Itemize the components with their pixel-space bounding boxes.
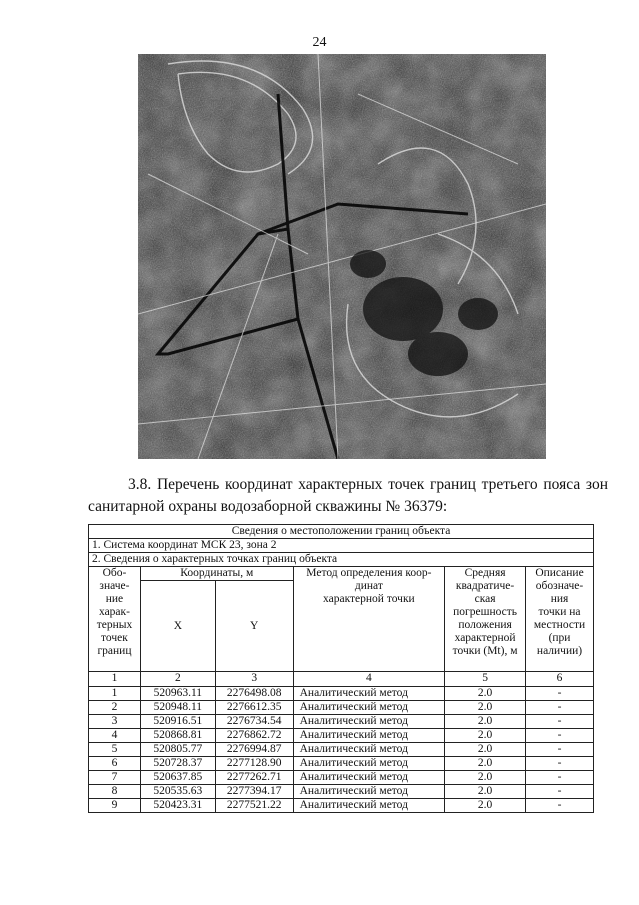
- heading-line-1: 3.8. Перечень координат характерных точек границ третьего пояса зон: [128, 476, 608, 493]
- mt-error: 2.0: [445, 743, 526, 757]
- mt-error: 2.0: [445, 799, 526, 813]
- coord-x: 520916.51: [140, 715, 215, 729]
- method: Аналитический метод: [293, 799, 444, 813]
- header-y: Y: [215, 581, 293, 672]
- coordinates-table: [88, 524, 594, 813]
- coord-x: 520963.11: [140, 687, 215, 701]
- mt-error: 2.0: [445, 771, 526, 785]
- column-numbers-row: [89, 672, 594, 687]
- coord-x: 520535.63: [140, 785, 215, 799]
- coord-x: 520637.85: [140, 771, 215, 785]
- description: -: [526, 729, 594, 743]
- mt-error: 2.0: [445, 729, 526, 743]
- coord-y: 2277394.17: [215, 785, 293, 799]
- coordinate-system: 1. Система координат МСК 23, зона 2: [89, 539, 594, 553]
- point-number: 9: [89, 799, 141, 813]
- point-number: 4: [89, 729, 141, 743]
- point-number: 3: [89, 715, 141, 729]
- coord-x: 520423.31: [140, 799, 215, 813]
- mt-error: 2.0: [445, 701, 526, 715]
- table-title: Сведения о местоположении границ объекта: [89, 525, 594, 539]
- method: Аналитический метод: [293, 757, 444, 771]
- header-x: X: [140, 581, 215, 672]
- aerial-map-image: [138, 54, 546, 459]
- header-point-label: Обо- значе- ние харак- терных точек границ: [89, 567, 141, 672]
- header-description: Описание обозначе- ния точки на местности (при наличии): [526, 567, 594, 672]
- method: Аналитический метод: [293, 785, 444, 799]
- mt-error: 2.0: [445, 785, 526, 799]
- header-error: Средняя квадратиче- ская погрешность положения характерной точки (Mt), м: [445, 567, 526, 672]
- col-number: 1: [89, 672, 141, 687]
- method: Аналитический метод: [293, 729, 444, 743]
- coord-x: 520805.77: [140, 743, 215, 757]
- table-row: [89, 701, 594, 715]
- page-number: 24: [312, 35, 327, 50]
- coord-x: 520728.37: [140, 757, 215, 771]
- table-row: [89, 687, 594, 701]
- aerial-photo-map-icon: [138, 54, 546, 459]
- description: -: [526, 701, 594, 715]
- coord-y: 2276498.08: [215, 687, 293, 701]
- table-row: [89, 799, 594, 813]
- method: Аналитический метод: [293, 743, 444, 757]
- mt-error: 2.0: [445, 687, 526, 701]
- method: Аналитический метод: [293, 771, 444, 785]
- coord-x: 520868.81: [140, 729, 215, 743]
- point-number: 2: [89, 701, 141, 715]
- col-number: 6: [526, 672, 594, 687]
- method: Аналитический метод: [293, 715, 444, 729]
- description: -: [526, 687, 594, 701]
- heading-line-2: санитарной охраны водозаборной скважины № 36379:: [88, 498, 448, 515]
- table-row: [89, 715, 594, 729]
- coord-y: 2277521.22: [215, 799, 293, 813]
- coord-y: 2277128.90: [215, 757, 293, 771]
- description: -: [526, 757, 594, 771]
- coord-x: 520948.11: [140, 701, 215, 715]
- point-number: 1: [89, 687, 141, 701]
- section-heading: [88, 474, 608, 518]
- header-method: Метод определения коор- динат характерной точки: [293, 567, 444, 672]
- coord-y: 2276862.72: [215, 729, 293, 743]
- col-number: 2: [140, 672, 215, 687]
- col-number: 4: [293, 672, 444, 687]
- mt-error: 2.0: [445, 757, 526, 771]
- description: -: [526, 743, 594, 757]
- coord-y: 2277262.71: [215, 771, 293, 785]
- coord-y: 2276734.54: [215, 715, 293, 729]
- points-heading: 2. Сведения о характерных точках границ объекта: [89, 553, 594, 567]
- table-row: [89, 757, 594, 771]
- description: -: [526, 771, 594, 785]
- table-row: [89, 771, 594, 785]
- point-number: 7: [89, 771, 141, 785]
- description: -: [526, 785, 594, 799]
- coord-y: 2276994.87: [215, 743, 293, 757]
- method: Аналитический метод: [293, 701, 444, 715]
- mt-error: 2.0: [445, 715, 526, 729]
- header-coordinates: Координаты, м: [140, 567, 293, 581]
- point-number: 5: [89, 743, 141, 757]
- description: -: [526, 715, 594, 729]
- col-number: 5: [445, 672, 526, 687]
- coord-y: 2276612.35: [215, 701, 293, 715]
- col-number: 3: [215, 672, 293, 687]
- table-row: [89, 743, 594, 757]
- method: Аналитический метод: [293, 687, 444, 701]
- point-number: 8: [89, 785, 141, 799]
- point-number: 6: [89, 757, 141, 771]
- description: -: [526, 799, 594, 813]
- table-row: [89, 785, 594, 799]
- table-row: [89, 729, 594, 743]
